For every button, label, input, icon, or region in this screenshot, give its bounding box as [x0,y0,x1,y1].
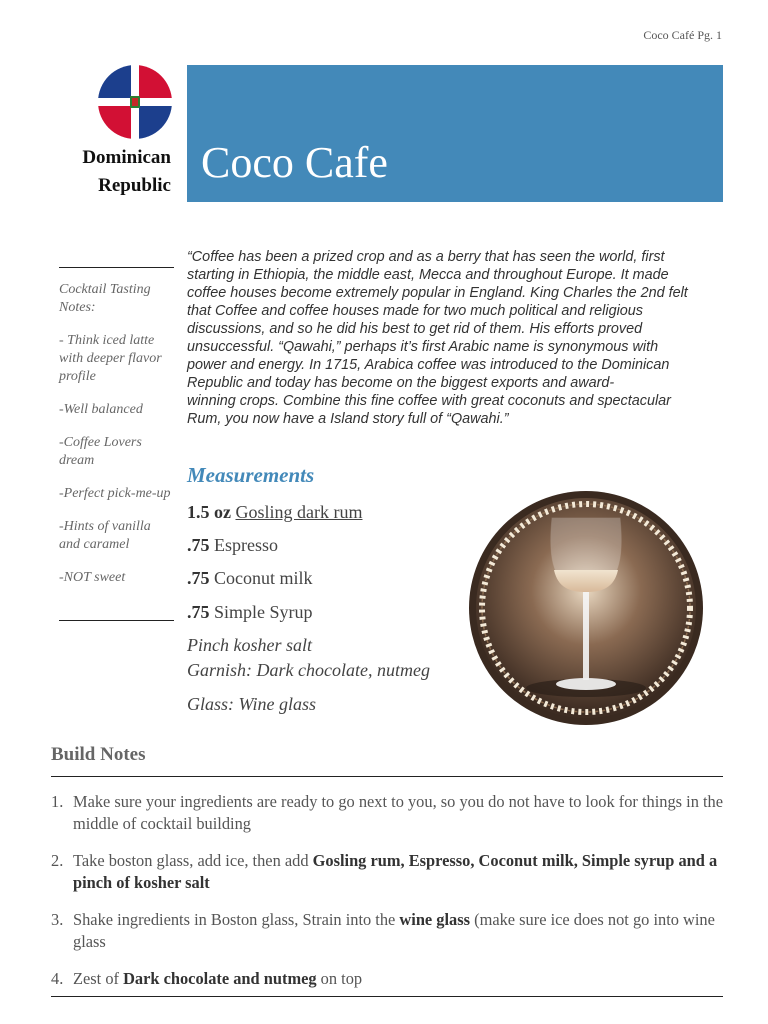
measurement-item [187,502,362,523]
tasting-note: -NOT sweet [59,570,126,585]
tasting-notes-heading: Cocktail Tasting Notes: [59,282,151,315]
step-number: 3. [51,910,64,929]
measurement-ingredient: Simple Syrup [214,602,313,622]
step-number: 1. [51,792,64,811]
pinch-salt: Pinch kosher salt [187,635,312,655]
story-line: starting in Ethiopia, the middle east, Mecca and throughout Europe. It made [187,267,669,283]
measurement-amount: .75 [187,568,210,588]
story-line: discussions, and so he did his best to get rid of them. His efforts proved [187,321,643,337]
build-steps [51,791,731,1005]
step-number: 4. [51,969,64,988]
step-text: Take boston glass, add ice, then add Gosling rum, Espresso, Coconut milk, Simple syrup and a pinch of kosher salt [73,851,718,892]
step-text: Make sure your ingredients are ready to go next to you, so you do not have to look for things in the middle of cocktail building [73,792,724,833]
tasting-note: -Coffee Lovers dream [59,435,142,468]
build-step [51,850,731,894]
country-name [58,144,171,200]
measurement-amount: .75 [187,535,210,555]
measurement-ingredient: Espresso [214,535,278,555]
dominican-flag-icon [98,65,172,139]
measurement-item [187,535,278,556]
story-line: Rum, you now have a Island story full of “Qawahi.” [187,411,509,427]
story-line: winning crops. Combine this fine coffee with great coconuts and spectacular [187,393,671,409]
tasting-notes [59,281,175,602]
story-line: “Coffee has been a prized crop and as a berry that has seen the world, first [187,249,665,265]
tasting-note: - Think iced latte with deeper flavor profile [59,333,162,384]
sidebar-bottom-rule [59,620,174,621]
step-number: 2. [51,851,64,870]
build-step [51,968,731,990]
coffee-story [187,248,723,428]
glass-type: Glass: Wine glass [187,694,317,714]
story-line: coffee houses become extremely popular in England. King Charles the 2nd felt [187,285,688,301]
measurement-amount: 1.5 oz [187,502,231,522]
build-step [51,909,731,953]
build-notes-heading: Build Notes [51,744,146,765]
measurement-item [187,568,313,589]
measurement-ingredient: Coconut milk [214,568,313,588]
measurement-item [187,602,313,623]
build-notes-top-rule [51,776,723,777]
story-line: Republic and today has become on the biggest exports and award- [187,375,615,391]
step-text: Shake ingredients in Boston glass, Strain into the wine glass (make sure ice does not go into wine glass [73,910,715,951]
page-number: Coco Café Pg. 1 [643,28,722,42]
story-line: that Coffee and coffee houses made for two much political and religious [187,303,643,319]
story-line: unsuccessful. “Qawahi,” perhaps it’s first Arabic name is synonymous with [187,339,659,355]
story-line: power and energy. In 1715, Arabica coffee was introduced to the Dominican [187,357,670,373]
build-step [51,791,731,835]
country-line-1: Dominican [82,147,171,168]
build-notes-bottom-rule [51,996,723,997]
measurement-amount: .75 [187,602,210,622]
page-title: Coco Cafe [201,138,388,187]
country-line-2: Republic [98,175,171,196]
garnish: Garnish: Dark chocolate, nutmeg [187,660,430,680]
measurement-ingredient: Gosling dark rum [235,502,363,522]
tasting-note: -Well balanced [59,402,143,417]
tasting-note: -Perfect pick-me-up [59,486,171,501]
step-text: Zest of Dark chocolate and nutmeg on top [73,969,363,988]
cocktail-photo [468,488,704,729]
title-banner [187,65,723,202]
measurements-heading: Measurements [187,463,315,487]
tasting-note: -Hints of vanilla and caramel [59,519,151,552]
sidebar-top-rule [59,267,174,268]
